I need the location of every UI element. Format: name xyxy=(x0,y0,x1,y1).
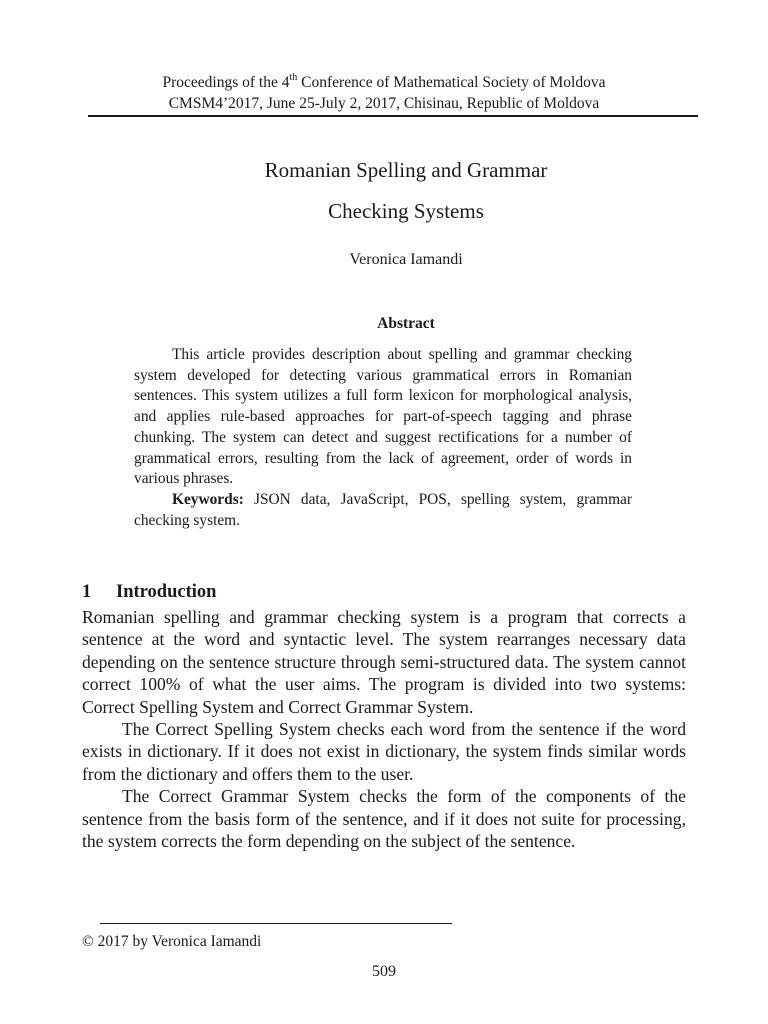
proceedings-header-line-1 xyxy=(0,73,768,93)
footnote-divider xyxy=(100,923,452,924)
ordinal-superscript: th xyxy=(289,71,298,83)
paper-title-line-2: Checking Systems xyxy=(328,199,484,223)
abstract-body xyxy=(134,345,632,531)
keywords-paragraph xyxy=(134,490,632,531)
body-paragraph: The Correct Spelling System checks each word from the sentence if the word exists in dictionary. If it does not exist in dictionary, the system finds similar words from the dictionary and offers them to the user. xyxy=(82,719,686,784)
keywords-text: JSON data, JavaScript, POS, spelling system, grammar checking system. xyxy=(134,490,632,529)
section-heading xyxy=(82,580,216,604)
header-divider xyxy=(88,115,698,117)
paper-title-line-1: Romanian Spelling and Grammar xyxy=(264,158,548,182)
abstract-text: This article provides description about spelling and grammar checking system developed for detecting various grammatical errors in Romanian sentences. This system utilizes a full form lexicon for morphological analysis, and applies rule-based approaches for part-of-speech tagging and phrase chunking. The system can detect and suggest rectifications for a number of grammatical errors, resulting from the lack of agreement, order of words in various phrases. xyxy=(134,346,632,488)
page-number: 509 xyxy=(372,963,396,980)
body-paragraph: Romanian spelling and grammar checking system is a program that corrects a sentence at the word and syntactic level. The system rearranges necessary data depending on the sentence structure through semi-structured data. The system cannot correct 100% of what the user aims. The program is divided into two systems: Correct Spelling System and Correct Grammar System. xyxy=(82,607,686,717)
proceedings-header-line-2: CMSM4’2017, June 25-July 2, 2017, Chisinau, Republic of Moldova xyxy=(168,95,600,112)
introduction-body xyxy=(82,606,686,852)
keywords-label: Keywords: xyxy=(172,490,244,508)
abstract-heading: Abstract xyxy=(377,315,435,332)
copyright-footnote: © 2017 by Veronica Iamandi xyxy=(82,933,262,950)
author-name: Veronica Iamandi xyxy=(349,251,463,268)
section-title: Introduction xyxy=(116,582,217,602)
header-text: Conference of Mathematical Society of Moldova xyxy=(297,74,606,91)
body-paragraph: The Correct Grammar System checks the form of the components of the sentence from the basis form of the sentence, and if it does not suite for processing, the system corrects the form depending on the subject of the sentence. xyxy=(82,786,686,852)
section-number: 1 xyxy=(82,582,92,602)
header-text: Proceedings of the 4 xyxy=(162,74,290,91)
